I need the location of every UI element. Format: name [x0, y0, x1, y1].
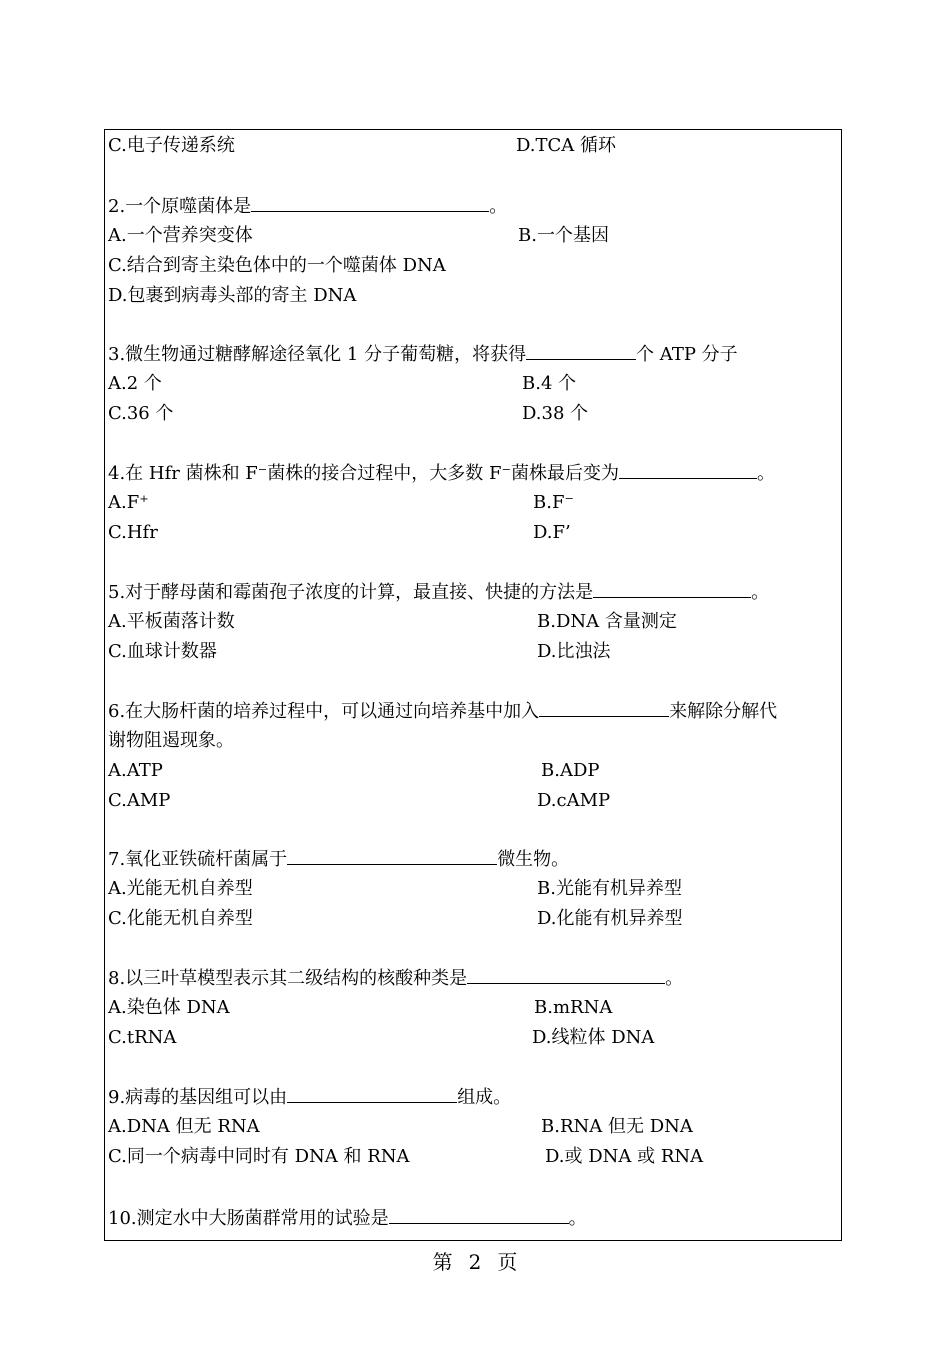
q3-option-d: D.38 个: [522, 403, 589, 424]
q2-option-d: D.包裹到病毒头部的寄主 DNA: [108, 285, 357, 306]
page-suffix: 页: [497, 1250, 518, 1274]
q6-option-a: A.ATP: [108, 760, 163, 781]
q5-stem-end: 。: [751, 582, 770, 603]
q9-stem-text: 9.病毒的基因组可以由: [108, 1087, 288, 1108]
q2-stem: [108, 195, 507, 218]
q8-stem-text: 8.以三叶草模型表示其二级结构的核酸种类是: [108, 968, 468, 989]
q9-option-c: C.同一个病毒中同时有 DNA 和 RNA: [108, 1146, 410, 1167]
q8-answer-blank[interactable]: [467, 967, 665, 984]
q6-stem-continued: 谢物阻遏现象。: [108, 730, 234, 751]
q4-option-c: C.Hfr: [108, 522, 158, 543]
q8-stem: [108, 967, 683, 990]
q5-option-b: B.DNA 含量测定: [537, 611, 677, 632]
q7-option-a: A.光能无机自养型: [108, 878, 253, 899]
q6-option-d: D.cAMP: [537, 790, 611, 811]
q3-stem-end: 个 ATP 分子: [636, 344, 738, 365]
q10-stem: [108, 1207, 587, 1230]
q7-option-d: D.化能有机异养型: [537, 908, 683, 929]
q1-option-d: D.TCA 循环: [516, 135, 617, 156]
q9-answer-blank[interactable]: [287, 1086, 457, 1103]
q4-stem: [108, 462, 775, 485]
q6-stem-text: 6.在大肠杆菌的培养过程中，可以通过向培养基中加入: [108, 701, 540, 722]
q5-stem-text: 5.对于酵母菌和霉菌孢子浓度的计算，最直接、快捷的方法是: [108, 582, 594, 603]
q3-option-b: B.4 个: [522, 373, 577, 394]
q7-option-c: C.化能无机自养型: [108, 908, 253, 929]
q4-option-a: A.F⁺: [108, 492, 149, 513]
q3-option-a: A.2 个: [108, 373, 162, 394]
q7-option-b: B.光能有机异养型: [537, 878, 682, 899]
q3-stem-text: 3.微生物通过糖酵解途径氧化 1 分子葡萄糖，将获得: [108, 344, 527, 365]
q7-answer-blank[interactable]: [287, 848, 497, 865]
q3-option-c: C.36 个: [108, 403, 174, 424]
q2-stem-end: 。: [489, 196, 508, 217]
q5-option-c: C.血球计数器: [108, 641, 217, 662]
q6-answer-blank[interactable]: [539, 700, 669, 717]
q8-stem-end: 。: [665, 968, 684, 989]
q4-option-b: B.F⁻: [533, 492, 574, 513]
q8-option-b: B.mRNA: [534, 997, 613, 1018]
q2-option-a: A.一个营养突变体: [108, 225, 253, 246]
page-number-value: 2: [468, 1250, 482, 1274]
q9-stem-end: 组成。: [457, 1087, 512, 1108]
q1-option-c: C.电子传递系统: [108, 135, 235, 156]
q2-option-b: B.一个基因: [518, 225, 609, 246]
q5-answer-blank[interactable]: [593, 581, 751, 598]
q2-option-c: C.结合到寄主染色体中的一个噬菌体 DNA: [108, 255, 446, 276]
page-prefix: 第: [432, 1250, 453, 1274]
q9-option-b: B.RNA 但无 DNA: [541, 1116, 693, 1137]
q3-stem: [108, 343, 738, 366]
q4-option-d: D.F’: [533, 522, 571, 543]
q5-option-a: A.平板菌落计数: [108, 611, 235, 632]
q6-option-b: B.ADP: [541, 760, 600, 781]
q4-answer-blank[interactable]: [619, 462, 757, 479]
q6-stem: [108, 700, 777, 723]
q7-stem: [108, 848, 569, 871]
q2-stem-text: 2.一个原噬菌体是: [108, 196, 252, 217]
q2-answer-blank[interactable]: [251, 195, 489, 212]
q6-option-c: C.AMP: [108, 790, 171, 811]
q9-stem: [108, 1086, 511, 1109]
q8-option-d: D.线粒体 DNA: [532, 1027, 655, 1048]
q4-stem-end: 。: [757, 463, 776, 484]
q6-stem-end: 来解除分解代: [669, 701, 778, 722]
q7-stem-end: 微生物。: [497, 849, 570, 870]
q5-option-d: D.比浊法: [537, 641, 611, 662]
q8-option-c: C.tRNA: [108, 1027, 177, 1048]
q9-option-d: D.或 DNA 或 RNA: [545, 1146, 704, 1167]
q10-stem-end: 。: [568, 1208, 587, 1229]
q9-option-a: A.DNA 但无 RNA: [108, 1116, 260, 1137]
q8-option-a: A.染色体 DNA: [108, 997, 230, 1018]
q10-answer-blank[interactable]: [389, 1207, 569, 1224]
q10-stem-text: 10.测定水中大肠菌群常用的试验是: [108, 1208, 389, 1229]
q5-stem: [108, 581, 769, 604]
q7-stem-text: 7.氧化亚铁硫杆菌属于: [108, 849, 288, 870]
q4-stem-text: 4.在 Hfr 菌株和 F⁻菌株的接合过程中，大多数 F⁻菌株最后变为: [108, 463, 620, 484]
page-number: [0, 1246, 950, 1275]
q3-answer-blank[interactable]: [526, 343, 636, 360]
